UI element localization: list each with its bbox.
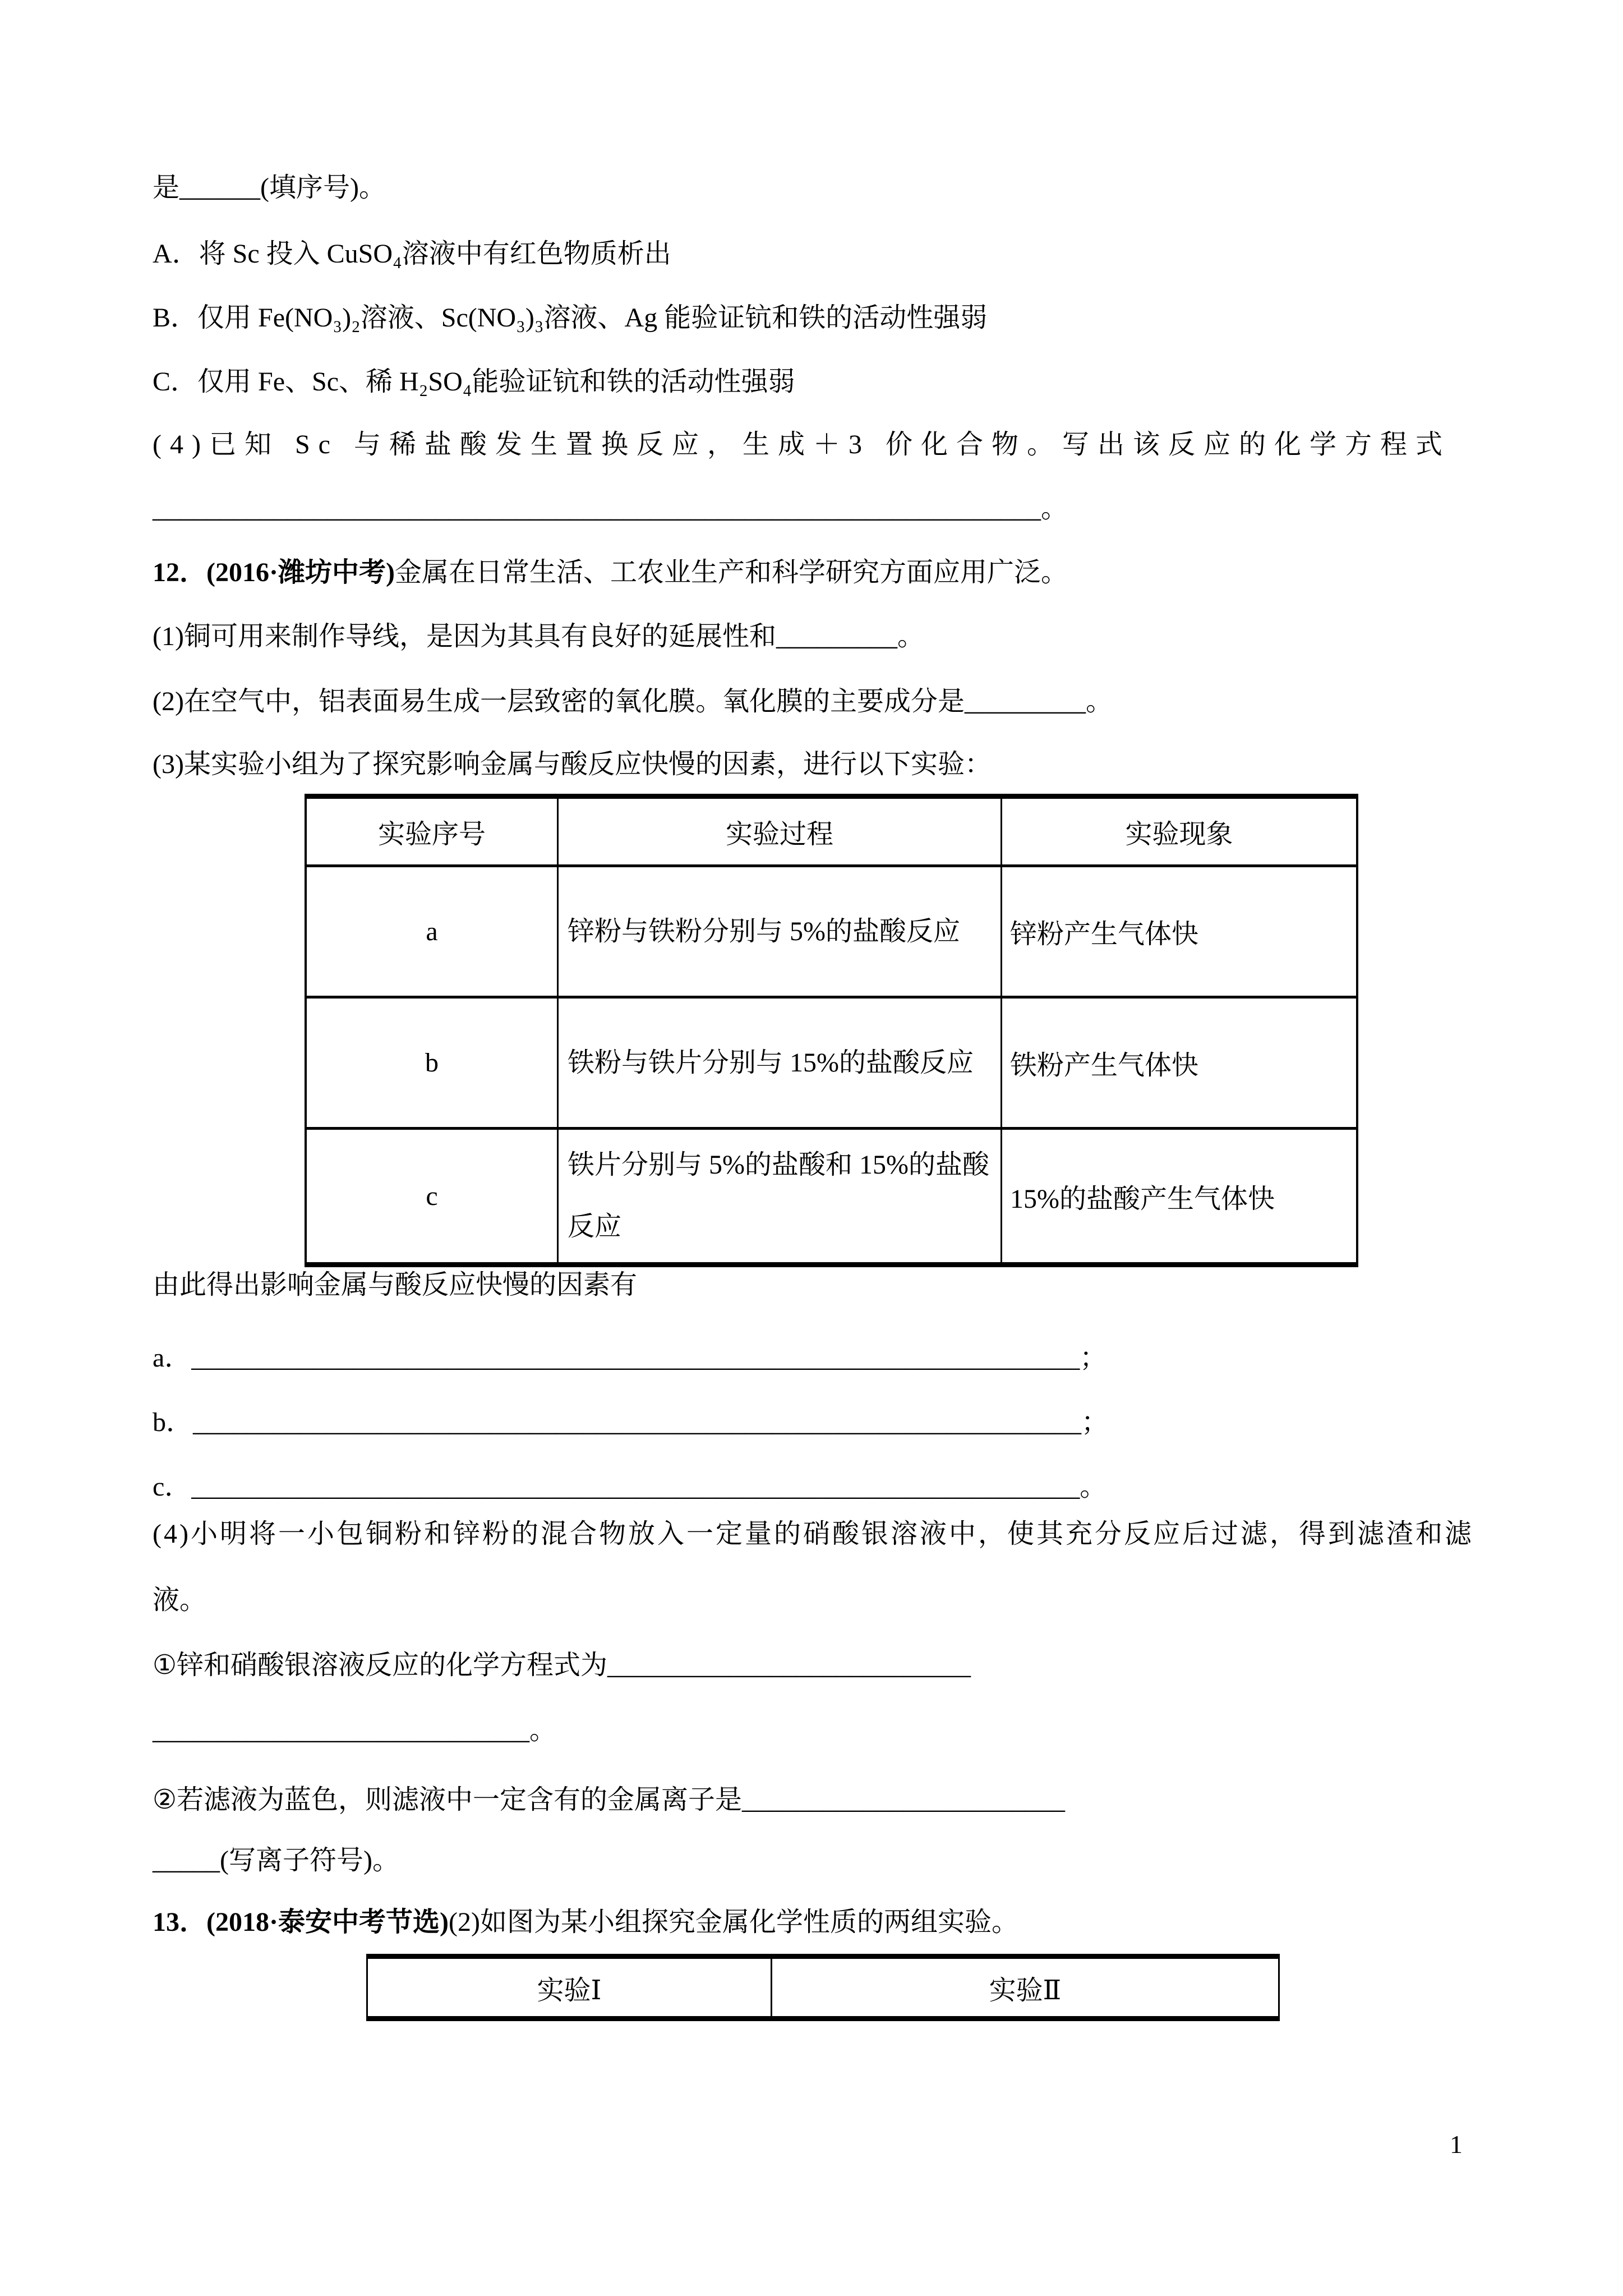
q12-header-text: 金属在日常生活、工农业生产和科学研究方面应用广泛。: [394, 558, 1068, 587]
table-row: [306, 866, 1357, 997]
q12-sub1-blank-continuation: ____________________________。: [153, 1715, 557, 1745]
experiment-process-cell: 锌粉与铁粉分别与 5%的盐酸反应: [558, 866, 1002, 997]
q13-experiment-table: [366, 1954, 1280, 2021]
q12-conclusion: 由此得出影响金属与酸反应快慢的因素有: [153, 1270, 638, 1300]
q12-sub2-blank-continuation: _____(写离子符号)。: [153, 1846, 399, 1875]
table-header-row: [306, 797, 1357, 866]
q11-option-a: A．将 Sc 投入 CuSO₄溶液中有红色物质析出: [153, 239, 671, 269]
q11-option-c: C．仅用 Fe、Sc、稀 H₂SO₄能验证钪和铁的活动性强弱: [153, 367, 795, 397]
q12-factor-b-blank: b．__________________________________________________________________；: [153, 1407, 1109, 1437]
experiment-phenomenon-cell: 铁粉产生气体快: [1002, 997, 1358, 1129]
experiment-id-cell: c: [306, 1129, 558, 1265]
table-row: [306, 997, 1357, 1129]
q12-part2: (2)在空气中，铝表面易生成一层致密的氧化膜。氧化膜的主要成分是_________。: [153, 687, 1113, 716]
experiment-phenomenon-cell: 15%的盐酸产生气体快: [1002, 1129, 1358, 1265]
table-header-process: 实验过程: [558, 797, 1002, 866]
q12-factor-a-blank: a．__________________________________________________________________；: [153, 1343, 1107, 1373]
q12-header: [153, 556, 1068, 589]
q11-part4-text: (4)已知 Sc 与稀盐酸发生置换反应，生成＋3 价化合物。写出该反应的化学方程式: [153, 430, 1451, 459]
experiment-2-cell: 实验Ⅱ: [772, 1957, 1279, 2019]
table-row: [367, 1957, 1279, 2019]
q12-part4-line1: (4)小明将一小包铜粉和锌粉的混合物放入一定量的硝酸银溶液中，使其充分反应后过滤，得到滤渣和滤: [153, 1519, 1474, 1549]
table-header-phenomenon: 实验现象: [1002, 797, 1358, 866]
experiment-id-cell: a: [306, 866, 558, 997]
q13-header: [153, 1906, 1018, 1939]
experiment-process-cell: 铁片分别与 5%的盐酸和 15%的盐酸反应: [558, 1129, 1002, 1265]
q13-number-source: 13．(2018·泰安中考节选): [153, 1907, 449, 1937]
table-header-experiment-id: 实验序号: [306, 797, 558, 866]
q11-answer-blank-line: 是______(填序号)。: [153, 173, 386, 203]
experiment-phenomenon-cell: 锌粉产生气体快: [1002, 866, 1358, 997]
q12-sub2-ion-blank: ②若滤液为蓝色，则滤液中一定含有的金属离子是________________________: [153, 1785, 1066, 1815]
table-row: [306, 1129, 1357, 1265]
q12-part4-line2: 液。: [153, 1585, 207, 1615]
experiment-process-cell: 铁粉与铁片分别与 15%的盐酸反应: [558, 997, 1002, 1129]
q11-option-b: B．仅用 Fe(NO₃)₂溶液、Sc(NO₃)₃溶液、Ag 能验证钪和铁的活动性强弱: [153, 303, 988, 333]
q12-experiment-table: [305, 794, 1358, 1267]
q12-sub1-equation-blank: ①锌和硝酸银溶液反应的化学方程式为___________________________: [153, 1650, 971, 1680]
q12-part1: (1)铜可用来制作导线，是因为其具有良好的延展性和_________。: [153, 622, 924, 651]
page-number: 1: [1450, 2130, 1463, 2159]
q12-number-source: 12．(2016·潍坊中考): [153, 558, 395, 587]
q13-header-text: (2)如图为某小组探究金属化学性质的两组实验。: [448, 1907, 1018, 1937]
q12-part3: (3)某实验小组为了探究影响金属与酸反应快慢的因素，进行以下实验：: [153, 749, 992, 779]
q11-part4-answer-blank: __________________________________________________________________。: [153, 494, 1068, 523]
q12-factor-c-blank: c．__________________________________________________________________。: [153, 1472, 1107, 1502]
experiment-1-cell: 实验Ⅰ: [367, 1957, 772, 2019]
experiment-id-cell: b: [306, 997, 558, 1129]
